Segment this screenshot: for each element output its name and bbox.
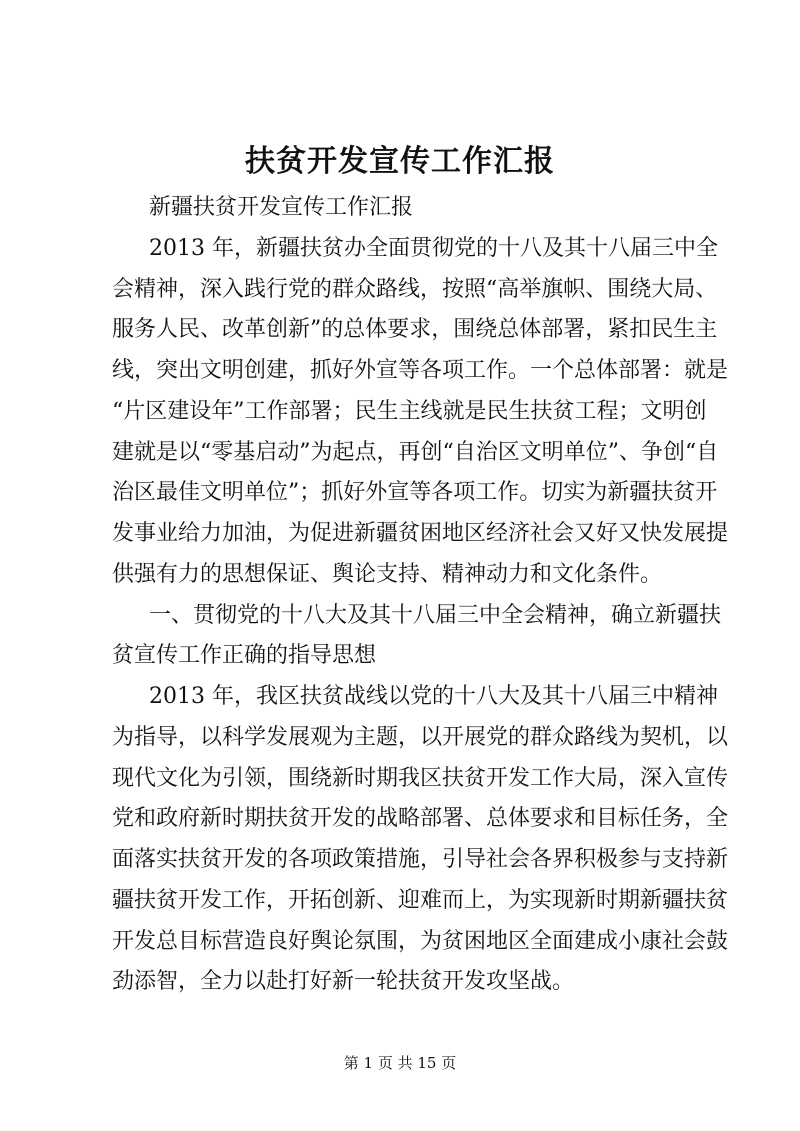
subtitle-line: 新疆扶贫开发宣传工作汇报 — [149, 195, 414, 220]
paragraph-line: 劲添智，全力以赴打好新一轮扶贫开发攻坚战。 — [112, 969, 575, 994]
paragraph-line: 党和政府新时期扶贫开发的战略部署、总体要求和目标任务，全 — [112, 806, 729, 831]
section-heading-line: 一、贯彻党的十八大及其十八届三中全会精神，确立新疆扶 — [149, 603, 722, 628]
document-title: 扶贫开发宣传工作汇报 — [245, 144, 555, 179]
paragraph-line: 服务人民、改革创新”的总体要求，围绕总体部署，紧扣民生主 — [112, 317, 718, 342]
paragraph-line: 发事业给力加油，为促进新疆贫困地区经济社会又好又快发展提 — [112, 521, 729, 546]
paragraph-line: 疆扶贫开发工作，开拓创新、迎难而上，为实现新时期新疆扶贫 — [112, 888, 729, 913]
paragraph-line: 线，突出文明创建，抓好外宣等各项工作。一个总体部署：就是 — [112, 358, 729, 383]
page-number-footer: 第 1 页 共 15 页 — [343, 1054, 457, 1072]
paragraph-line: 面落实扶贫开发的各项政策措施，引导社会各界积极参与支持新 — [112, 847, 729, 872]
paragraph-line: 2013 年，我区扶贫战线以党的十八大及其十八届三中精神 — [149, 684, 718, 709]
paragraph-line: 2013 年，新疆扶贫办全面贯彻党的十八及其十八届三中全 — [149, 236, 718, 261]
paragraph-line: 现代文化为引领，围绕新时期我区扶贫开发工作大局，深入宣传 — [112, 766, 729, 791]
paragraph-line: 建就是以“零基启动”为起点，再创“自治区文明单位”、争创“自 — [112, 440, 719, 465]
paragraph-line: 开发总目标营造良好舆论氛围，为贫困地区全面建成小康社会鼓 — [112, 929, 729, 954]
section-heading-line: 贫宣传工作正确的指导思想 — [112, 643, 377, 668]
paragraph-line: 供强有力的思想保证、舆论支持、精神动力和文化条件。 — [112, 562, 663, 587]
paragraph-line: 为指导，以科学发展观为主题，以开展党的群众路线为契机，以 — [112, 725, 729, 750]
paragraph-line: “片区建设年”工作部署；民生主线就是民生扶贫工程；文明创 — [112, 399, 707, 424]
paragraph-line: 会精神，深入践行党的群众路线，按照“高举旗帜、围绕大局、 — [112, 277, 718, 302]
paragraph-line: 治区最佳文明单位”；抓好外宣等各项工作。切实为新疆扶贫开 — [112, 480, 718, 505]
